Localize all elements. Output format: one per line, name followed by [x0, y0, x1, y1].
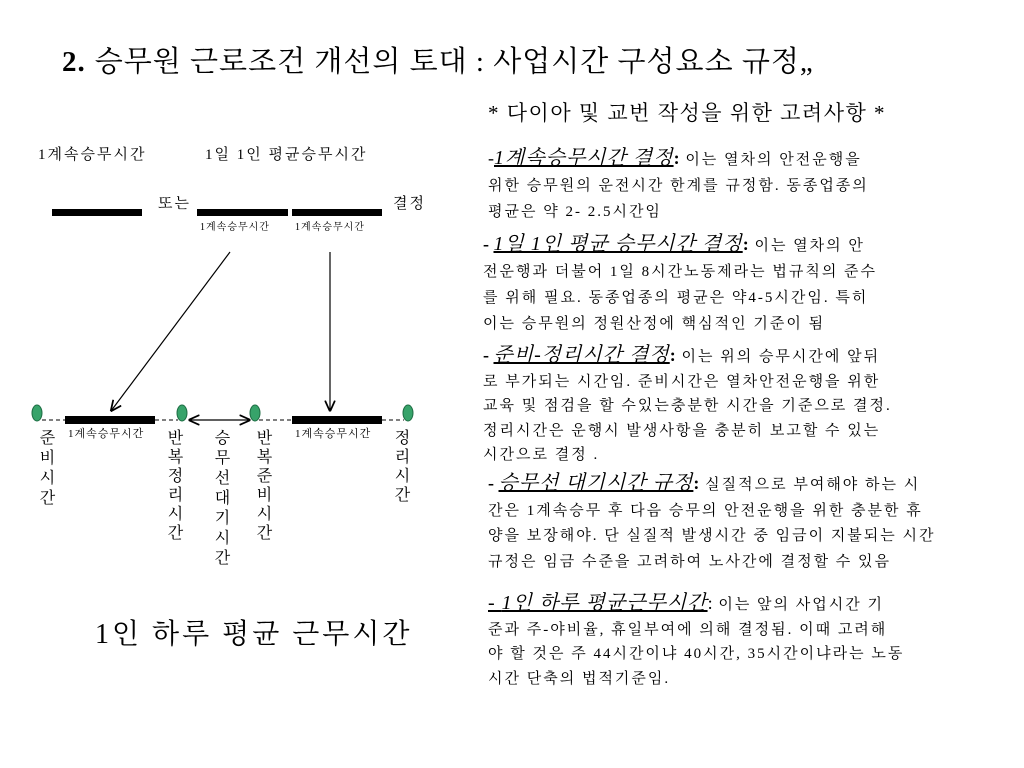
note-colon: :	[669, 345, 676, 365]
note-line: 전운행과 더불어 1일 8시간노동제라는 법규칙의 준수	[483, 264, 878, 280]
note-standby-time	[488, 471, 936, 575]
note-heading: 승무선 대기시간 규정	[498, 472, 694, 494]
timeline-bar-2	[292, 416, 382, 424]
note-prefix: -	[488, 473, 499, 493]
note-heading: 1계속승무시간 결정	[494, 147, 674, 169]
title-number: 2.	[62, 46, 86, 78]
note-colon: :	[707, 593, 713, 613]
timeline-marker	[32, 405, 42, 421]
label-repeat-prep-time: 반복준비시간	[254, 429, 271, 543]
note-colon: :	[742, 234, 749, 254]
note-daily-average-duty-time	[483, 231, 877, 337]
top-bar-continuous	[52, 209, 142, 216]
note-daily-average-work-time	[488, 591, 904, 691]
note-line	[483, 231, 877, 259]
title-text: 승무원 근로조건 개선의 토대 : 사업시간 구성요소 규정„	[94, 46, 814, 78]
top-bar-daily-1	[197, 209, 288, 216]
note-line: 시간 단축의 법적기준임.	[488, 670, 671, 687]
bar-label: 1계속승무시간	[200, 222, 270, 233]
label-continuous-duty-time: 1계속승무시간	[38, 147, 147, 163]
note-line: 정리시간은 운행시 발생사항을 충분히 보고할 수 있는	[483, 422, 881, 439]
label-or: 또는	[158, 196, 191, 212]
label-daily-average-duty-time: 1일 1인 평균승무시간	[205, 147, 368, 163]
label-cleanup-time: 정리시간	[392, 429, 409, 505]
note-text: 실질적으로 부여해야 하는 시	[699, 477, 921, 493]
note-colon: :	[693, 473, 700, 493]
label-decide: 결정	[393, 196, 426, 212]
note-text: 이는 열차의 안전운행을	[679, 152, 862, 168]
timeline-bar-1	[65, 416, 155, 424]
timeline-marker	[177, 405, 187, 421]
note-line: 시간으로 결정 .	[483, 447, 600, 463]
note-heading-group	[488, 592, 708, 614]
label-standby-time: 승무선대기시간	[212, 429, 229, 569]
note-line: 평균은 약 2- 2.5시간임	[488, 204, 662, 220]
note-colon: :	[673, 148, 680, 168]
note-line: 규정은 임금 수준을 고려하여 노사간에 결정할 수 있음	[488, 553, 892, 570]
timeline-bar-label: 1계속승무시간	[68, 428, 145, 440]
note-text: 이는 열차의 안	[748, 238, 865, 254]
arrow-to-first-bar	[111, 252, 230, 411]
note-line	[488, 145, 869, 173]
label-daily-average-work-time: 1인 하루 평균 근무시간	[95, 619, 413, 650]
note-line: 준과 주-야비율, 휴일부여에 의해 결정됨. 이때 고려해	[488, 621, 888, 638]
note-prefix: -	[483, 345, 494, 365]
note-prefix: -	[488, 148, 494, 168]
note-line: 를 위해 필요. 동종업종의 평균은 약4-5시간임. 특히	[483, 290, 869, 306]
note-line: 야 할 것은 주 44시간이냐 40시간, 35시간이냐라는 노동	[488, 646, 905, 662]
note-prefix: -	[483, 234, 494, 254]
note-text: 이는 위의 승무시간에 앞뒤	[675, 349, 881, 365]
note-prefix: -	[488, 592, 502, 614]
note-line: 이는 승무원의 정원산정에 핵심적인 기준이 됨	[483, 316, 826, 332]
note-line: 로 부가되는 시간임. 준비시간은 열차안전운행을 위한	[483, 373, 881, 390]
subtitle: * 다이아 및 교번 작성을 위한 고려사항 *	[488, 101, 887, 125]
note-prep-cleanup-time	[483, 343, 892, 468]
note-heading: 준비-정리시간 결정	[493, 344, 670, 366]
note-text: 이는 앞의 사업시간 기	[712, 597, 884, 613]
note-heading: 1인 하루 평균근무시간	[501, 592, 708, 614]
slide-title	[62, 40, 814, 84]
bar-label: 1계속승무시간	[295, 222, 365, 233]
note-line: 위한 승무원의 운전시간 한계를 규정함. 동종업종의	[488, 178, 869, 194]
note-line: 간은 1계속승무 후 다음 승무의 안전운행을 위한 충분한 휴	[488, 502, 923, 519]
timeline-marker	[403, 405, 413, 421]
note-line	[488, 591, 904, 618]
timeline-bar-label: 1계속승무시간	[295, 428, 372, 440]
note-line: 양을 보장해야. 단 실질적 발생시간 중 임금이 지불되는 시간	[488, 528, 936, 544]
note-line: 교육 및 점검을 할 수있는충분한 시간을 기준으로 결정.	[483, 398, 892, 414]
label-repeat-cleanup-time: 반복정리시간	[165, 429, 182, 543]
note-heading: 1일 1인 평균 승무시간 결정	[493, 233, 743, 255]
note-line	[488, 471, 936, 499]
timeline-marker	[250, 405, 260, 421]
label-prep-time: 준비시간	[37, 429, 54, 509]
note-continuous-duty-time	[488, 145, 869, 225]
note-line	[483, 343, 892, 370]
top-bar-daily-2	[292, 209, 382, 216]
